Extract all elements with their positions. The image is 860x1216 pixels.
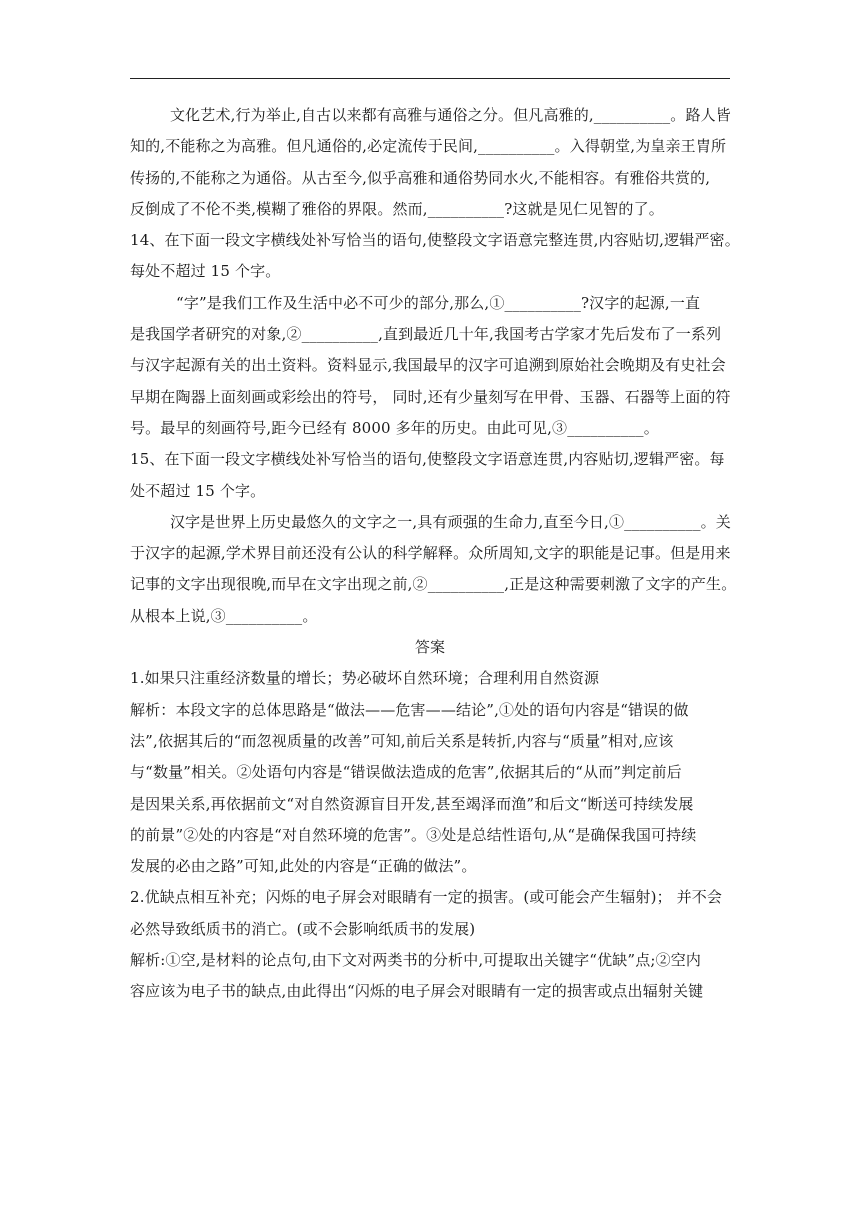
text-line: 汉字是世界上历史最悠久的文字之一,具有顽强的生命力,直至今日,①__________。关 <box>170 512 731 531</box>
answer-2-analysis: 解析:①空,是材料的论点句,由下文对两类书的分析中,可提取出关键字“优缺”点;②空内 <box>130 951 702 970</box>
text-line: 是因果关系,再依据前文“对自然资源盲目开发,甚至竭泽而渔”和后文“断送可持续发展 <box>130 794 694 813</box>
text-line: 发展的必由之路”可知,此处的内容是“正确的做法”。 <box>130 857 477 876</box>
answer-2: 2.优缺点相互补充；闪烁的电子屏会对眼睛有一定的损害。(或可能会产生辐射)； 并不会 <box>130 888 723 907</box>
text-line: 的前景”②处的内容是“对自然环境的危害”。③处是总结性语句,从“是确保我国可持续 <box>130 825 697 844</box>
text-line: 号。最早的刻画符号,距今已经有 8000 多年的历史。由此可见,③__________。 <box>130 418 659 437</box>
answer-heading: 答案 <box>414 638 446 657</box>
text-line: 容应该为电子书的缺点,由此得出“闪烁的电子屏会对眼睛有一定的损害或点出辐射关键 <box>130 982 704 1001</box>
answer-1: 1.如果只注重经济数量的增长；势必破坏自然环境；合理利用自然资源 <box>130 669 600 688</box>
text-line: 知的,不能称之为高雅。但凡通俗的,必定流传于民间,__________。入得朝堂,为皇亲王胄所 <box>130 137 727 156</box>
text-line: 于汉字的起源,学术界目前还没有公认的科学解释。众所周知,文字的职能是记事。但是用来 <box>130 544 731 563</box>
text-line: 是我国学者研究的对象,②__________,直到最近几十年,我国考古学家才先后发布了一系列 <box>130 325 722 344</box>
text-line: 传扬的,不能称之为通俗。从古至今,似乎高雅和通俗势同水火,不能相容。有雅俗共赏的, <box>130 168 711 187</box>
question-15-prompt-cont: 处不超过 15 个字。 <box>130 481 266 500</box>
text-line: 必然导致纸质书的消亡。(或不会影响纸质书的发展) <box>130 919 476 938</box>
question-14-prompt-cont: 每处不超过 15 个字。 <box>130 262 281 281</box>
question-15-prompt: 15、在下面一段文字横线处补写恰当的语句,使整段文字语意连贯,内容贴切,逻辑严密。每 <box>130 450 725 469</box>
document-body <box>130 100 740 1008</box>
answer-1-analysis: 解析：本段文字的总体思路是“做法——危害——结论”,①处的语句内容是“错误的做 <box>130 700 689 719</box>
text-line: 法”,依据其后的“而忽视质量的改善”可知,前后关系是转折,内容与“质量”相对,应该 <box>130 731 674 750</box>
text-line: 记事的文字出现很晚,而早在文字出现之前,②__________,正是这种需要刺激了文字的产生。 <box>130 575 737 594</box>
text-line: 早期在陶器上面刻画或彩绘出的符号， 同时,还有少量刻写在甲骨、玉器、石器等上面的符 <box>130 387 731 406</box>
text-line: 反倒成了不伦不类,模糊了雅俗的界限。然而,__________?这就是见仁见智的了。 <box>130 199 664 218</box>
text-line: 文化艺术,行为举止,自古以来都有高雅与通俗之分。但凡高雅的,__________。路人皆 <box>170 106 731 124</box>
text-line: “字”是我们工作及生活中必不可少的部分,那么,①__________?汉字的起源,一直 <box>176 293 701 312</box>
text-line: 与汉字起源有关的出土资料。资料显示,我国最早的汉字可追溯到原始社会晚期及有史社会 <box>130 356 726 375</box>
text-line: 与“数量”相关。②处语句内容是“错误做法造成的危害”,依据其后的“从而”判定前后 <box>130 763 682 782</box>
header-rule <box>130 78 730 79</box>
text-line: 从根本上说,③__________。 <box>130 606 318 625</box>
question-14-prompt: 14、在下面一段文字横线处补写恰当的语句,使整段文字语意完整连贯,内容贴切,逻辑严密。 <box>130 231 740 250</box>
